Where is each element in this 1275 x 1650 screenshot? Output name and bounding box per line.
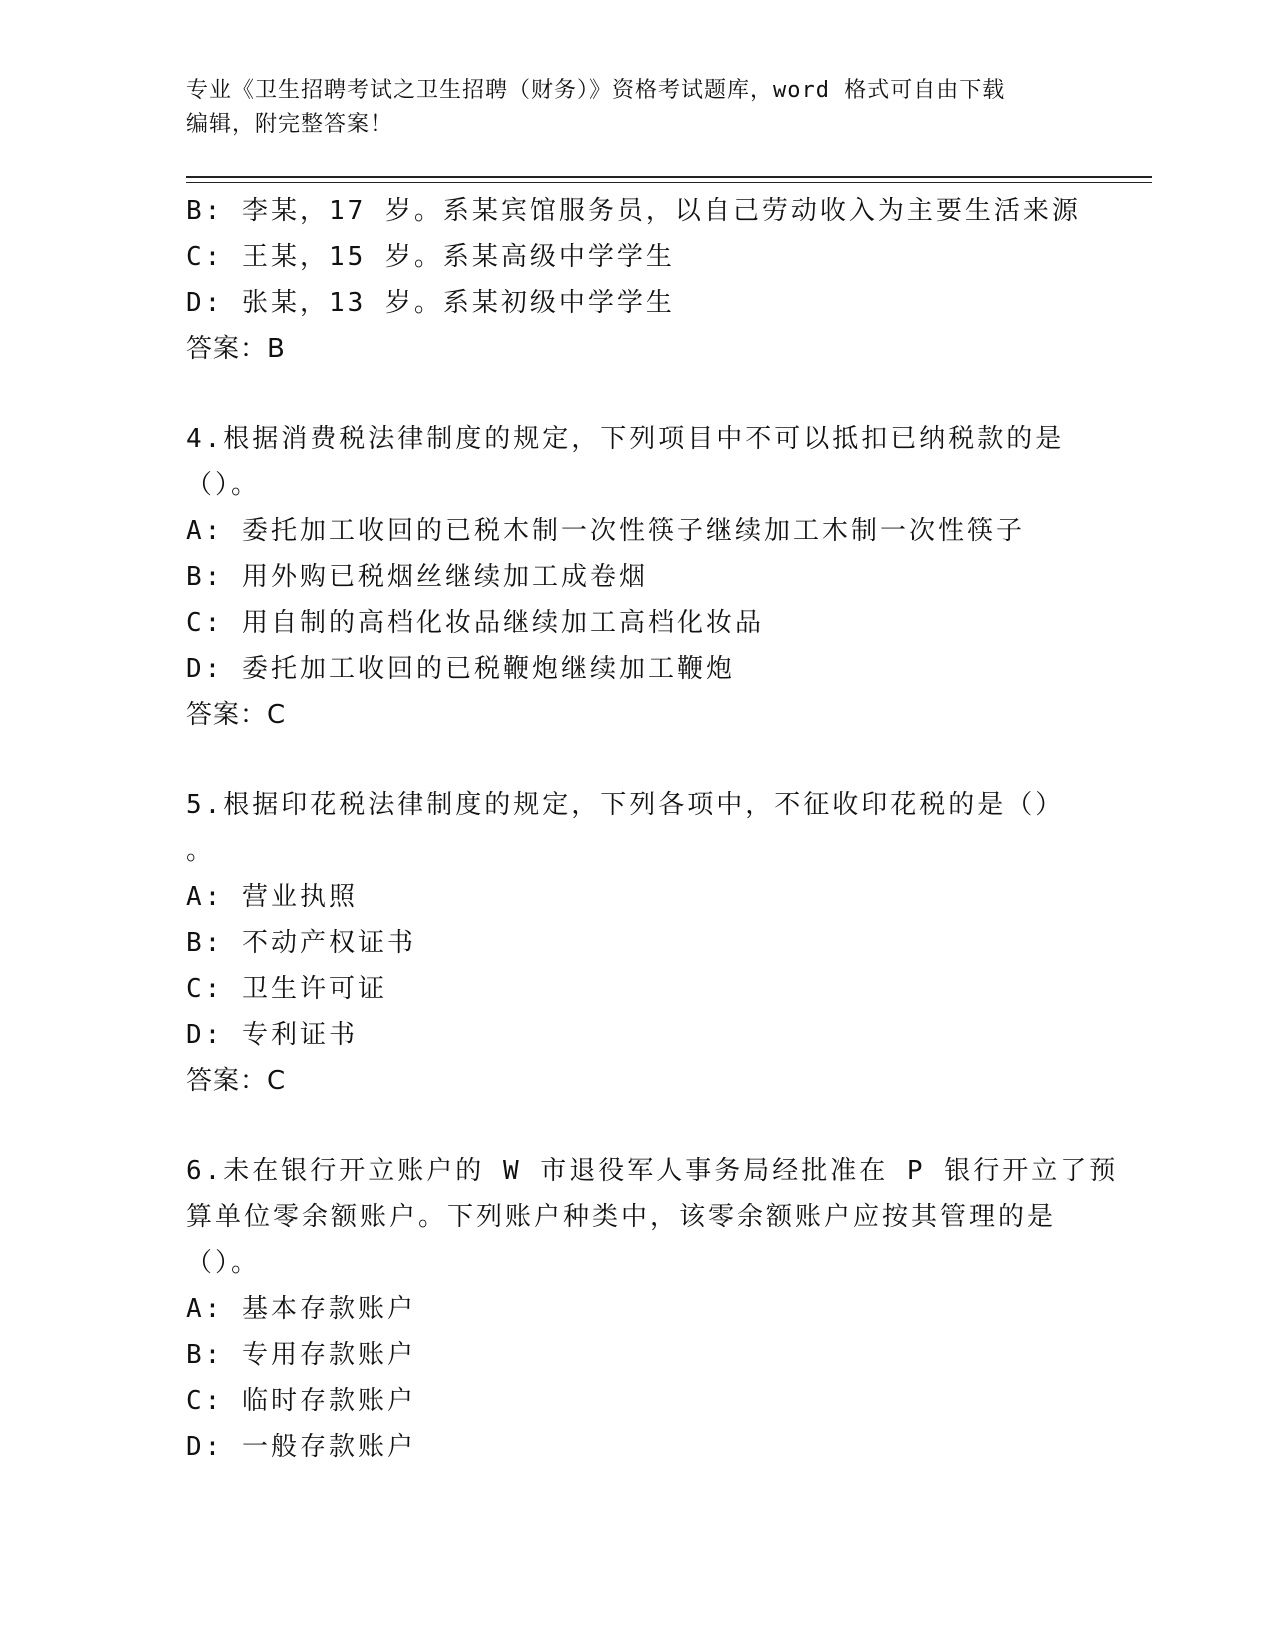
q3-option-b: B: 李某，17 岁。系某宾馆服务员，以自己劳动收入为主要生活来源 bbox=[186, 196, 1081, 226]
q5-option-c: C: 卫生许可证 bbox=[186, 974, 387, 1004]
q6-option-c: C: 临时存款账户 bbox=[186, 1386, 416, 1416]
q5-answer: 答案：C bbox=[186, 1066, 287, 1096]
spacer bbox=[186, 372, 1086, 416]
q3-option-d: D: 张某，13 岁。系某初级中学学生 bbox=[186, 288, 675, 318]
q6-stem-line-1: 6.未在银行开立账户的 W 市退役军人事务局经批准在 P 银行开立了预 bbox=[186, 1156, 1119, 1186]
q4-option-b: B: 用外购已税烟丝继续加工成卷烟 bbox=[186, 562, 648, 592]
document-header bbox=[186, 74, 1086, 142]
q3-option-c: C: 王某，15 岁。系某高级中学学生 bbox=[186, 242, 675, 272]
q6-stem-line-3: （）。 bbox=[186, 1248, 261, 1278]
q4-stem-line-1: 4.根据消费税法律制度的规定，下列项目中不可以抵扣已纳税款的是 bbox=[186, 424, 1065, 454]
spacer bbox=[186, 1104, 1086, 1148]
question-6 bbox=[186, 1148, 1119, 1470]
question-3 bbox=[186, 188, 1086, 372]
header-rule-thick bbox=[186, 176, 1152, 178]
q6-option-b: B: 专用存款账户 bbox=[186, 1340, 416, 1370]
spacer bbox=[186, 738, 1086, 782]
q6-option-d: D: 一般存款账户 bbox=[186, 1432, 416, 1462]
q4-answer: 答案：C bbox=[186, 700, 287, 730]
q4-stem-line-2: （）。 bbox=[186, 470, 261, 500]
document-body bbox=[186, 188, 1119, 1470]
q4-option-c: C: 用自制的高档化妆品继续加工高档化妆品 bbox=[186, 608, 764, 638]
question-5 bbox=[186, 782, 1086, 1104]
header-line-2: 编辑，附完整答案！ bbox=[186, 112, 394, 137]
q4-option-d: D: 委托加工收回的已税鞭炮继续加工鞭炮 bbox=[186, 654, 735, 684]
header-line-1: 专业《卫生招聘考试之卫生招聘（财务）》资格考试题库，word 格式可自由下载 bbox=[186, 78, 1006, 103]
header-rule-thin bbox=[186, 182, 1152, 183]
q3-answer: 答案：B bbox=[186, 334, 286, 364]
q5-option-d: D: 专利证书 bbox=[186, 1020, 358, 1050]
q4-option-a: A: 委托加工收回的已税木制一次性筷子继续加工木制一次性筷子 bbox=[186, 516, 1025, 546]
q5-stem-line-1: 5.根据印花税法律制度的规定，下列各项中，不征收印花税的是（） bbox=[186, 790, 1065, 820]
q5-option-a: A: 营业执照 bbox=[186, 882, 358, 912]
question-4 bbox=[186, 416, 1086, 738]
q5-option-b: B: 不动产权证书 bbox=[186, 928, 416, 958]
q6-stem-line-2: 算单位零余额账户。下列账户种类中，该零余额账户应按其管理的是 bbox=[186, 1202, 1057, 1232]
q5-stem-line-2: 。 bbox=[186, 836, 216, 866]
q6-option-a: A: 基本存款账户 bbox=[186, 1294, 416, 1324]
